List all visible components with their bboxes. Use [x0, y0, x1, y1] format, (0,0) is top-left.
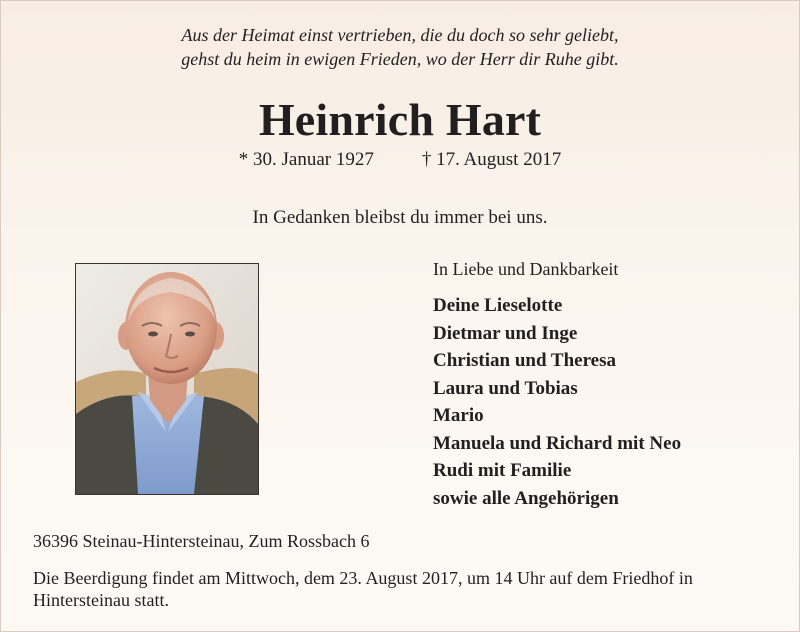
mourner-name: Laura und Tobias — [433, 377, 578, 399]
mourners-intro: In Liebe und Dankbarkeit — [433, 259, 619, 279]
mourner-name: Christian und Theresa — [433, 350, 617, 371]
death-date: † 17. August 2017 — [421, 149, 562, 170]
mourners-list — [433, 292, 681, 512]
poem — [1, 23, 799, 71]
mourner-name: sowie alle Angehörigen — [433, 487, 619, 509]
poem-line-2: gehst du heim in ewigen Frieden, wo der Herr dir Ruhe gibt. — [181, 49, 619, 69]
address: 36396 Steinau-Hintersteinau, Zum Rossbach 6 — [33, 531, 370, 551]
mourner-name: Mario — [433, 405, 484, 426]
portrait-photo — [75, 263, 259, 495]
deceased-name: Heinrich Hart — [258, 94, 542, 145]
mourner-name: Dietmar und Inge — [433, 322, 578, 344]
memorial-thought: In Gedanken bleibst du immer bei uns. — [252, 207, 548, 228]
funeral-notice: Die Beerdigung findet am Mittwoch, dem 23. August 2017, um 14 Uhr auf dem Friedhof in Hintersteinau statt. — [33, 568, 693, 610]
mourner-name: Deine Lieselotte — [433, 295, 563, 316]
mourners-block — [433, 259, 681, 512]
poem-line-1: Aus der Heimat einst vertrieben, die du doch so sehr geliebt, — [181, 25, 619, 45]
mourner-name: Manuela und Richard mit Neo — [433, 432, 682, 454]
birth-date: * 30. Januar 1927 — [238, 149, 374, 170]
mourner-name: Rudi mit Familie — [433, 460, 572, 481]
life-dates — [1, 149, 799, 171]
